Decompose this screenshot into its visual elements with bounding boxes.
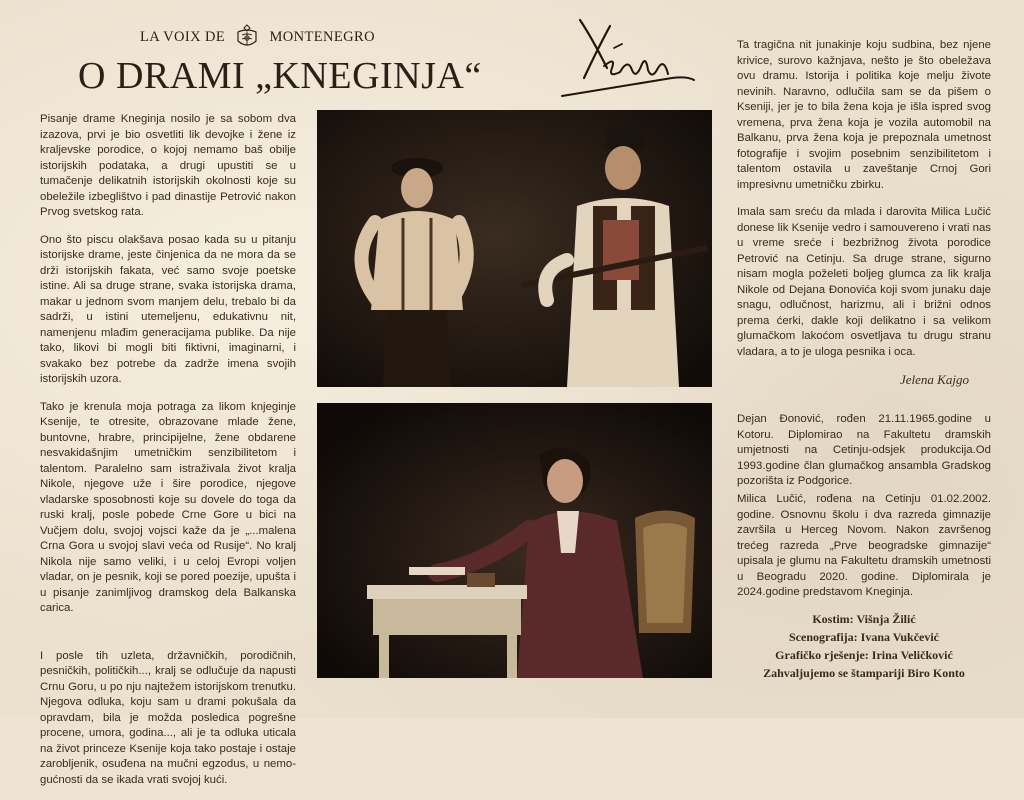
page-title: O DRAMI „KNEGINJA“	[78, 55, 482, 97]
bio-milica: Milica Lučić, rođena na Cetinju 01.02.2002. godine. Osnovnu školu i dva razreda gimnazije završila u Herceg Novom. Nakon završenog trećeg razreda „Prve beogradske gimnazije“ upisala je glumu na Fakultetu dramskih umetnosti u Beogradu 2020. godine. Diplomirala je 2024.godine predstavom Kneginja.	[737, 493, 991, 598]
credit-graphic-design: Grafičko rješenje: Irina Veličković	[775, 648, 953, 662]
masthead	[140, 22, 375, 52]
left-paragraph-2: Ono što piscu olakšava posao kada su u pitanju istorijske drame, jeste činjenica da ne mora da se drži istorijskih fakata, već samo svoje poetske istine. Ali sa druge strane, svaka istorijska drama, makar u jednom svom manjem delu, trebalo bi da sadrži, u istini utemeljenu, edukativnu nit, namenjenu mlađim generacijama publike. Da nije tako, likovi bi mogli biti fiktivni, imaginarni, i svakako bez potrebe da zadrže imena svojih istorijskih uzora.	[40, 233, 296, 385]
royal-crest-icon	[234, 23, 260, 51]
stage-photo-two-actors	[317, 110, 712, 387]
masthead-right: MONTENEGRO	[269, 28, 375, 45]
paragraph-gap	[40, 629, 296, 649]
masthead-left: LA VOIX DE	[140, 28, 226, 45]
right-paragraph-2: Imala sam sreću da mlada i darovita Milica Lučić donese lik Ksenije vedro i samouvereno i vrati nas u vreme sreće i bezbrižnog života porodice Petrović na Cetinju. Sa druge strane, sigurno nisam mogla poželeti boljeg glumca za lik kralja Nikole od Dejana Đonovića koji svom junaku daje snagu, odlučnost, harizmu, ali i brižni odnos prema ćerki, dakle koji delikatno i sa velikom glumačkom lakoćom osvetljava tu drugu stranu vladara, a to je uloga pesnika i oca.	[737, 206, 991, 358]
bio-dejan: Dejan Đonović, rođen 21.11.1965.godine u Kotoru. Diplomirao na Fakultetu dramskih umjetnosti na Cetinju-odsjek produkcija.Od 1993.godine član glumačkog ansambla Gradskog pozorišta iz Podgorice.	[737, 413, 991, 487]
left-paragraph-3: Tako je krenula moja potraga za likom knjeginje Ksenije, te otresite, obrazovane mlade žene, buntovne, hrabre, principijelne, žene obdarene nesvakidašnjim umetničkim senzibilitetom i talentom. Paralelno sam istraživala život kralja Nikole, njegove uže i šire porodice, njegove vladarske sposobnosti koje su dovele do toga da ruski kralj, posle pobede Crne Gore u bici na Vučjem dolu, svojoj vojsci kaže da je „...malena Crna Gora u svojoj slavi veća od Rusije“. No kralj Nikola nije samo veliki, i u celoj Evropi voljen vladar, on je pesnik, koji se pored poezije, upušta i u pisanje zanimljivog dramskog dela Balkanska carica.	[40, 400, 296, 614]
left-column	[40, 112, 296, 800]
author-name: Jelena Kajgo	[900, 372, 969, 387]
left-paragraph-1: Pisanje drame Kneginja nosilo je sa sobom dva izazova, prvi je bio osvetliti lik devojke i žene iz kraljevske porodice, o kojoj nemamo baš obilje istorijskih podataka, a drugi upustiti se u tumačenje delikatnih istorijskih okolnosti koje su obeležile izbeglištvo i pad dinastije Petrović nakon Prvog svetskog rata.	[40, 113, 296, 218]
right-column	[737, 38, 991, 372]
signature-xenia	[552, 8, 702, 108]
left-paragraph-4: I posle tih uzleta, državničkih, porodičnih, pesničkih, političkih..., kralj se odlučuje da napusti Crnu Goru, u po nju najtežem istorijskom trenutku. Njegova odluka, koju sam u drami pokušala da opravdam, bila je možda posledica pogrešne procene, umora, godina..., ali je ta odluka uticala na život princeze Ksenije koja tako postaje i ostaje zarobljenik, osuđena na mučni egzodus, u nemo-gućnosti da se ikada vrati svojoj kući.	[40, 649, 296, 786]
credits	[737, 610, 991, 682]
credit-thanks: Zahvaljujemo se štampariji Biro Konto	[763, 666, 965, 680]
stage-photo-actress-at-desk	[317, 403, 712, 678]
credit-scenography: Scenografija: Ivana Vukčević	[789, 630, 939, 644]
right-paragraph-1: Ta tragična nit junakinje koju sudbina, bez njene krivice, surovo kažnjava, nešto je što obeležava ovu dramu. Istorija i politika koje melju živote nevinih. Naravno, odlučila sam se da pišem o Kseniji, jer je to bila žena koja je išla ispred svog vremena, prva žena koja je vozila automobil na Balkanu, prva žena koja je prepoznala umetnost fotografije i svojim posebnim senzibilitetom i talentom ostavila u zaveštanje Crnoj Gori impresivnu umetničku zbirku.	[737, 39, 991, 191]
credit-costume: Kostim: Višnja Žilić	[812, 612, 916, 626]
